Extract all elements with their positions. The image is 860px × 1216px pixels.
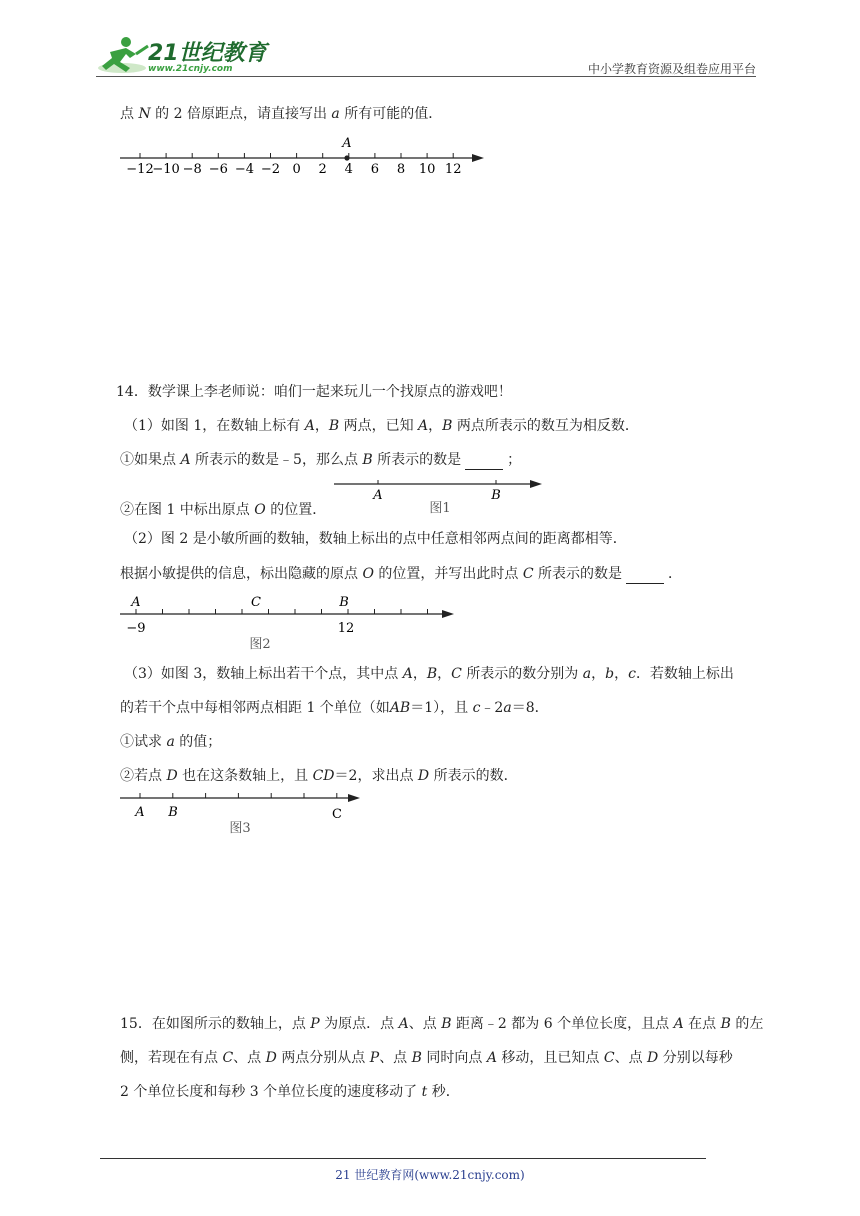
figure-2 bbox=[116, 590, 460, 652]
fig2-label-c: C bbox=[251, 595, 261, 610]
answer-blank-2 bbox=[626, 569, 664, 584]
logo-url: www.21cnjy.com bbox=[148, 64, 233, 74]
point-a-dot bbox=[344, 155, 349, 160]
fig1-label-b: B bbox=[491, 488, 501, 503]
fig1-caption: 图1 bbox=[429, 501, 451, 516]
answer-blank bbox=[465, 455, 503, 470]
point-a-label: A bbox=[342, 136, 352, 151]
q14-p7: 的若干个点中每相邻两点相距 1 个单位（如AB＝1），且 c﹣2a＝8． bbox=[120, 700, 549, 716]
logo-text: 21世纪教育 bbox=[148, 41, 267, 66]
q14-p2: ①如果点 A 所表示的数是﹣5，那么点 B 所表示的数是 ； bbox=[120, 452, 522, 468]
tick-label: 10 bbox=[418, 162, 436, 177]
footer-text: 21 世纪教育网(www.21cnjy.com) bbox=[335, 1168, 525, 1182]
tick-label: −6 bbox=[208, 162, 228, 177]
q14-p6: （3）如图 3，数轴上标出若干个点，其中点 A，B，C 所表示的数分别为 a，b，c．若数轴上标出 bbox=[124, 666, 734, 682]
q14-p9: ②若点 D 也在这条数轴上，且 CD＝2，求出点 D 所表示的数． bbox=[120, 768, 518, 784]
q15-line-2: 侧，若现在有点 C、点 D 两点分别从点 P、点 B 同时向点 A 移动，且已知点 C、点 D 分别以每秒 bbox=[120, 1050, 733, 1066]
figure-1 bbox=[330, 474, 546, 518]
q15-line-3: 2 个单位长度和每秒 3 个单位长度的速度移动了 t 秒． bbox=[120, 1084, 460, 1100]
tick-label: 8 bbox=[396, 162, 406, 177]
site-logo bbox=[96, 34, 266, 78]
fig3-caption: 图3 bbox=[229, 821, 251, 836]
fig2-label-a: A bbox=[131, 595, 141, 610]
figure-3 bbox=[116, 790, 368, 838]
q14-p5: 根据小敏提供的信息，标出隐藏的原点 O 的位置，并写出此时点 C 所表示的数是 ． bbox=[120, 566, 683, 582]
platform-tag: 中小学教育资源及组卷应用平台 bbox=[587, 62, 756, 76]
tick-label: −2 bbox=[260, 162, 281, 177]
q14-title: 14．数学课上李老师说：咱们一起来玩儿一个找原点的游戏吧！ bbox=[116, 384, 512, 400]
q14-p3: ②在图 1 中标出原点 O 的位置． bbox=[120, 502, 327, 518]
q13-text: 点 N 的 2 倍原距点，请直接写出 a 所有可能的值． bbox=[120, 106, 443, 122]
tick-label: 6 bbox=[370, 162, 380, 177]
fig2-value-a: −9 bbox=[126, 621, 146, 636]
q14-p1: （1）如图 1，在数轴上标有 A，B 两点，已知 A，B 两点所表示的数互为相反数． bbox=[124, 418, 639, 434]
fig3-label-c: C bbox=[332, 807, 342, 822]
tick-label: −10 bbox=[152, 162, 180, 177]
tick-label: 2 bbox=[318, 162, 327, 177]
tick-label: 12 bbox=[444, 162, 462, 177]
fig2-value-b: 12 bbox=[337, 621, 355, 636]
tick-label: −4 bbox=[234, 162, 254, 177]
fig2-label-b: B bbox=[339, 595, 349, 610]
tick-label: −12 bbox=[126, 162, 154, 177]
footer-divider bbox=[100, 1158, 706, 1159]
q15-line-1: 15．在如图所示的数轴上，点 P 为原点．点 A、点 B 距离﹣2 都为 6 个单位长度，且点 A 在点 B 的左 bbox=[120, 1016, 764, 1032]
fig3-label-a: A bbox=[135, 805, 145, 820]
fig2-caption: 图2 bbox=[249, 637, 271, 652]
tick-label: −8 bbox=[182, 162, 202, 177]
fig1-label-a: A bbox=[373, 488, 383, 503]
q14-p4: （2）图 2 是小敏所画的数轴，数轴上标出的点中任意相邻两点间的距离都相等． bbox=[124, 531, 627, 547]
tick-label: 0 bbox=[292, 162, 301, 177]
fig3-label-b: B bbox=[168, 805, 178, 820]
q13-number-line bbox=[116, 134, 488, 178]
q14-p8: ①试求 a 的值； bbox=[120, 734, 222, 750]
tick-label: 4 bbox=[344, 162, 353, 177]
header-divider bbox=[96, 76, 756, 77]
